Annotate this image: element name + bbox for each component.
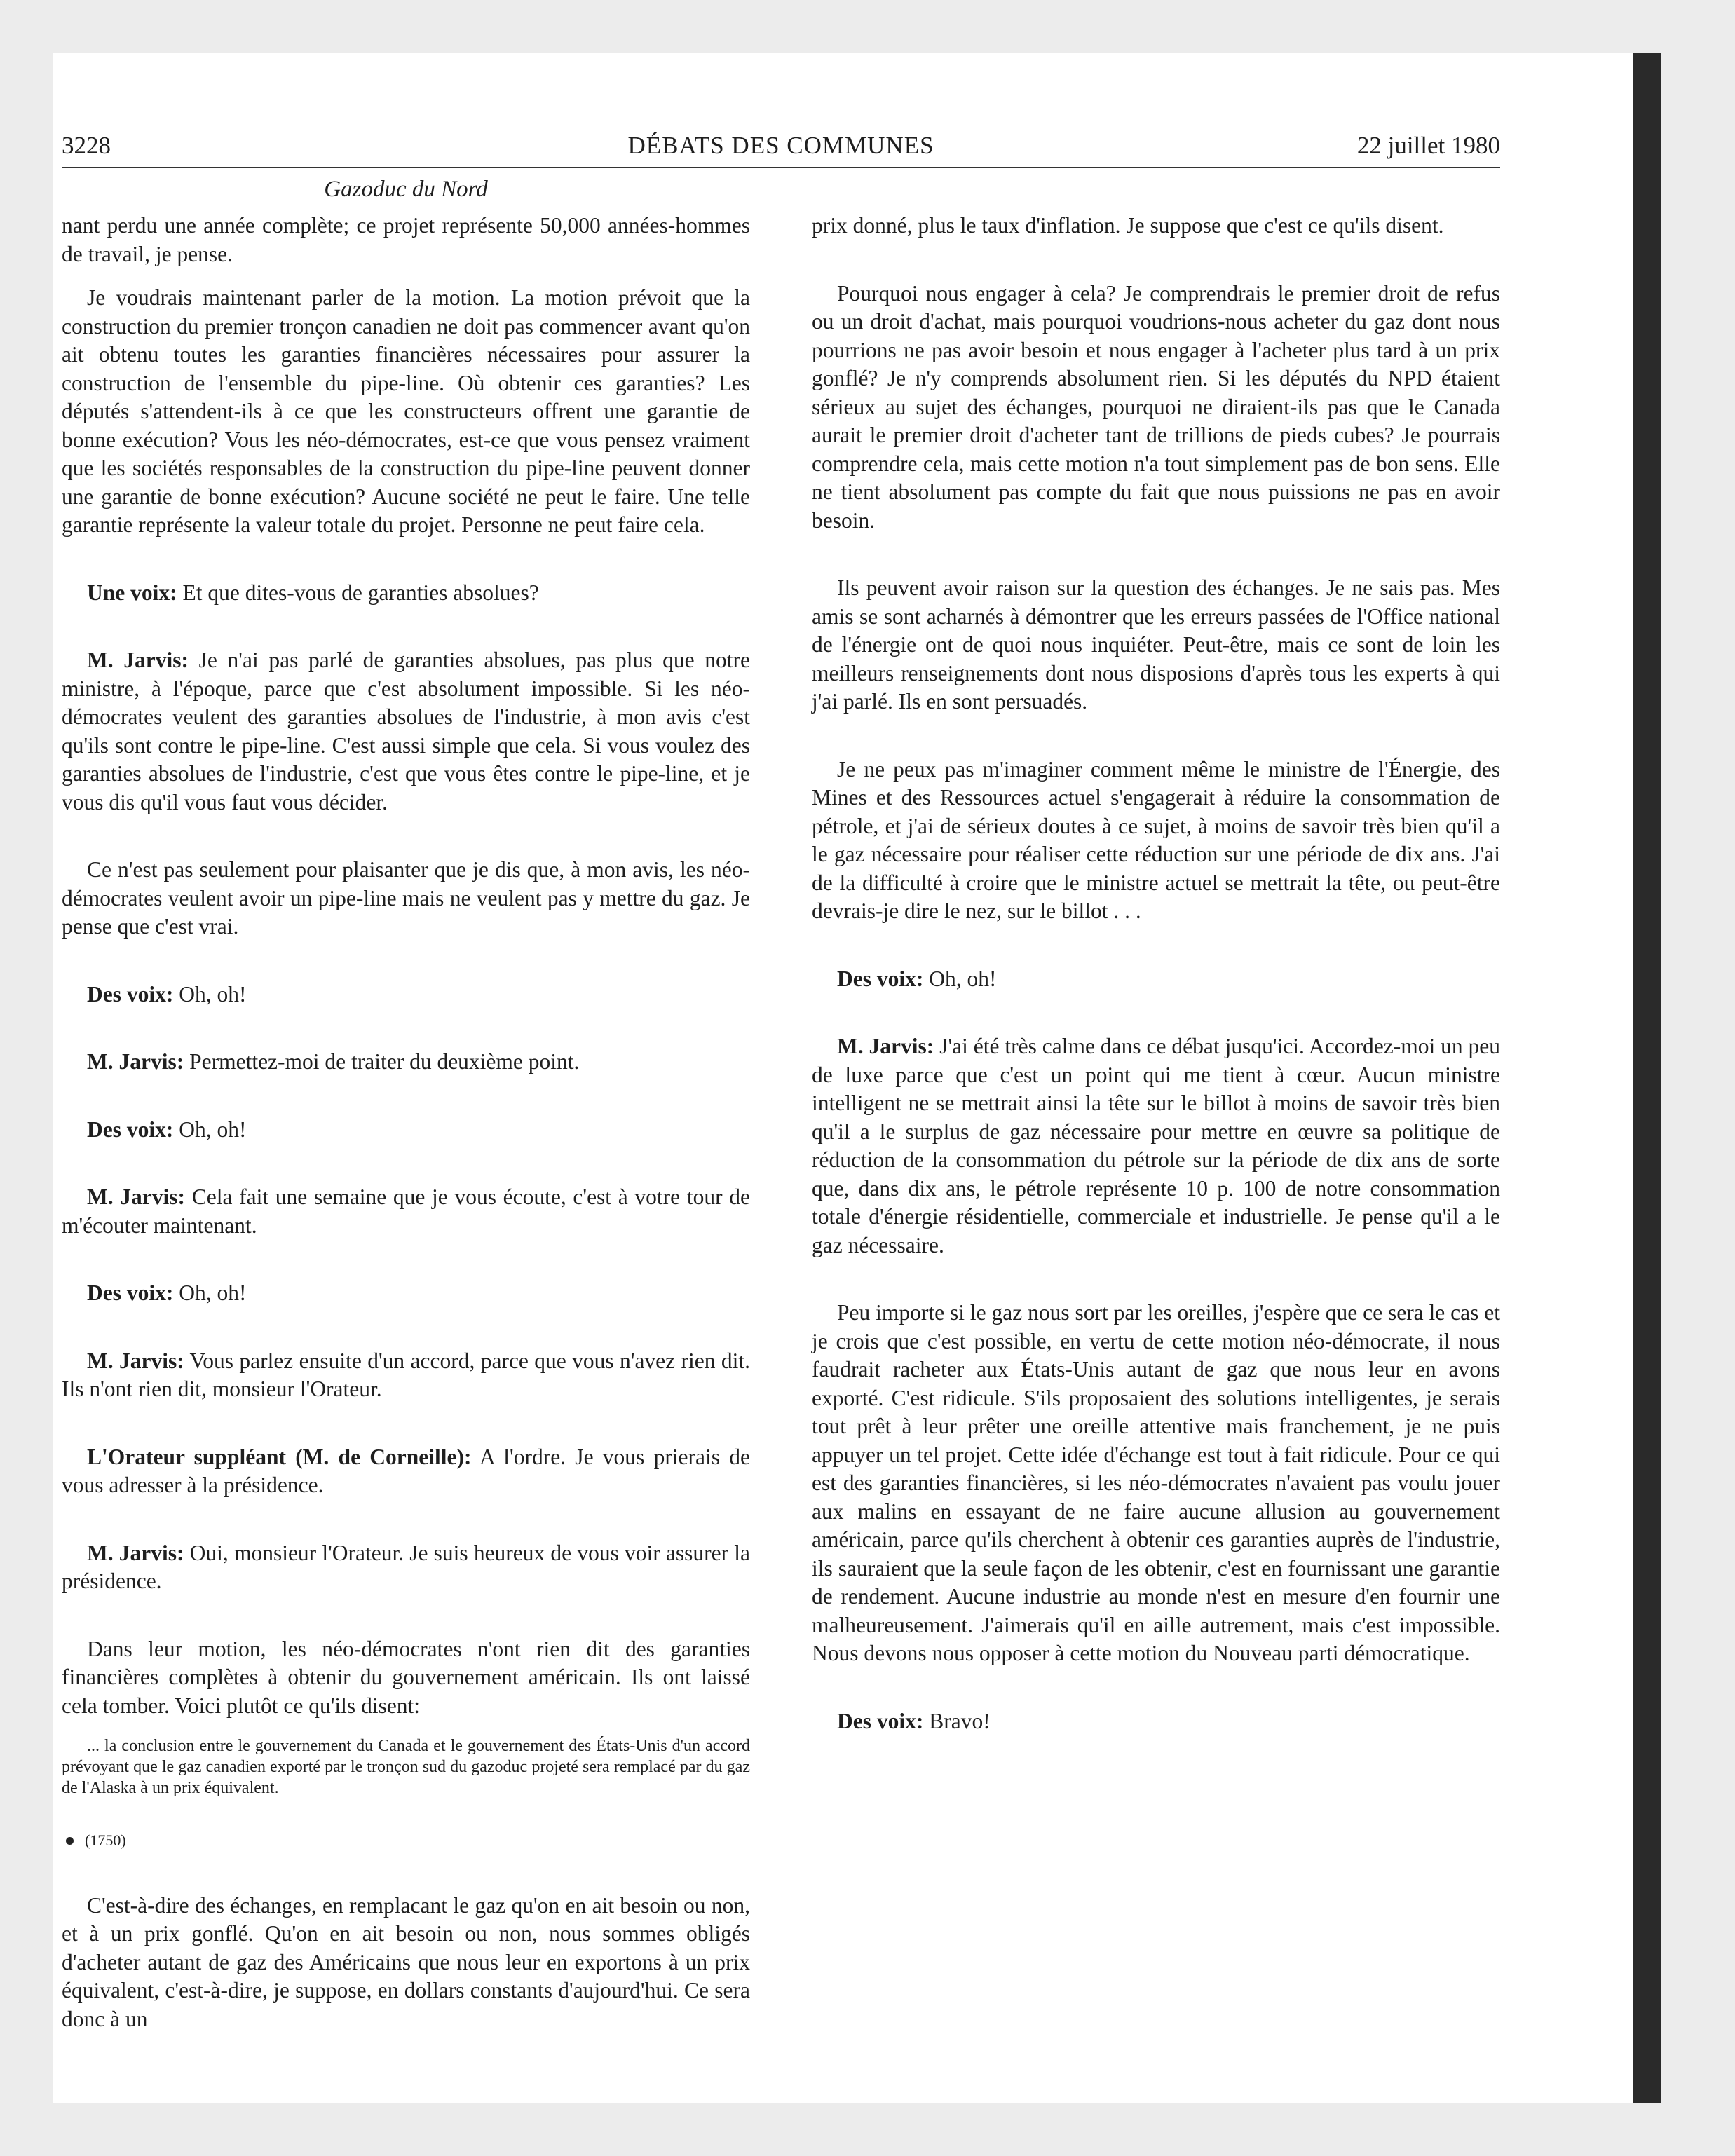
bullet-icon: [66, 1837, 74, 1845]
speech-text: Oh, oh!: [923, 966, 997, 991]
speech-text: Oh, oh!: [173, 981, 247, 1007]
speaker-name: M. Jarvis:: [87, 1348, 184, 1373]
speech-text: J'ai été très calme dans ce débat jusqu'ici. Accordez-moi un peu de luxe parce que c'est un point qui me tient à cœur. Aucun ministre intelligent ne se mettrait ainsi la tête sur le billot à moins de savoir très bien qu'il a le surplus de gaz nécessaire pour mettre en œuvre sa politique de réduction de la consommation du pétrole sur la période de dix ans de sorte que, dans dix ans, le pétrole représente 10 p. 100 de notre consommation totale d'énergie résidentielle, commerciale et industrielle. Je pense qu'il a le gaz nécessaire.: [812, 1034, 1501, 1257]
paragraph: Dans leur motion, les néo-démocrates n'ont rien dit des garanties financières complètes à obtenir du gouvernement américain. Ils ont laissé cela tomber. Voici plutôt ce qu'ils disent:: [62, 1636, 750, 1718]
paragraph: Je ne peux pas m'imaginer comment même le ministre de l'Énergie, des Mines et des Ressources actuel s'engagerait à réduire la consommation de pétrole, et j'ai de sérieux doutes à ce sujet, à moins de savoir très bien qu'il a le gaz nécessaire pour réaliser cette réduction sur une période de dix ans. J'ai de la difficulté à croire que le ministre actuel se mettrait la tête, ou peut-être devrais-je dire le nez, sur le billot . . .: [812, 756, 1500, 923]
speaker-name: M. Jarvis:: [837, 1034, 934, 1058]
speech-text: Oh, oh!: [173, 1117, 247, 1142]
speaker-name: M. Jarvis:: [87, 1185, 186, 1209]
speech-text: Et que dites-vous de garanties absolues?: [177, 580, 539, 605]
speech-text: Je n'ai pas parlé de garanties absolues, pas plus que notre ministre, à l'époque, parce que c'est absolument impossible. Si les néo-démocrates veulent des garanties absolues de l'industrie, à mon avis c'est qu'ils sont contre le pipe-line. C'est aussi simple que cela. Si vous voulez des garanties absolues de l'industrie, c'est que vous êtes contre le pipe-line, et je vous dis qu'il vous faut vous décider.: [62, 648, 750, 814]
speech-text: Bravo!: [923, 1708, 991, 1733]
section-subheading: Gazoduc du Nord: [324, 177, 488, 202]
speaker-name: L'Orateur suppléant (M. de Corneille):: [87, 1444, 472, 1469]
paragraph: Ils peuvent avoir raison sur la question des échanges. Je ne sais pas. Mes amis se sont acharnés à démontrer que les erreurs passées de l'Office national de l'énergie ont de quoi nous inquiéter. Peut-être, mais ce sont de loin les meilleurs renseignements dont nous disposions d'après tous les experts à qui j'ai parlé. Ils en sont persuadés.: [812, 575, 1500, 714]
speech-entry: [62, 1443, 750, 1500]
speech-text: Cela fait une semaine que je vous écoute, c'est à votre tour de m'écouter maintenant.: [62, 1185, 750, 1238]
scan-edge-bar: [1633, 53, 1661, 2103]
speaker-name: M. Jarvis:: [87, 1540, 184, 1565]
timestamp-text: (1750): [85, 1831, 126, 1849]
speech-text: Oui, monsieur l'Orateur. Je suis heureux de vous voir assurer la présidence.: [62, 1540, 750, 1593]
speech-entry: [62, 1279, 750, 1308]
speech-entry: [62, 1116, 750, 1145]
paragraph: Ce n'est pas seulement pour plaisanter que je dis que, à mon avis, les néo-démocrates veulent avoir un pipe-line mais ne veulent pas y mettre du gaz. Je pense que c'est vrai.: [62, 857, 750, 939]
timestamp-marker: [62, 1827, 750, 1855]
right-column: [812, 212, 1500, 1751]
speech-entry: [62, 1347, 750, 1404]
speaker-name: Des voix:: [837, 1708, 924, 1733]
speaker-name: M. Jarvis:: [87, 648, 189, 672]
page-date: 22 juillet 1980: [1356, 132, 1500, 159]
speaker-name: Des voix:: [87, 1281, 174, 1305]
speech-text: Oh, oh!: [173, 1281, 247, 1305]
speech-text: A l'ordre. Je vous prierais de vous adresser à la présidence.: [62, 1444, 751, 1497]
speech-entry: [812, 1032, 1500, 1260]
speech-entry: [812, 1707, 1500, 1736]
speech-entry: [62, 1183, 750, 1240]
speaker-name: Des voix:: [87, 1117, 174, 1142]
page-number: 3228: [62, 132, 111, 159]
speech-text: Permettez-moi de traiter du deuxième point.: [184, 1049, 580, 1074]
paragraph: Je voudrais maintenant parler de la motion. La motion prévoit que la construction du premier tronçon canadien ne doit pas commencer avant qu'on ait obtenu toutes les garanties financières nécessaires pour assurer la construction de l'ensemble du pipe-line. Où obtenir ces garanties? Les députés s'attendent-ils à ce que les constructeurs offrent une garantie de bonne exécution? Vous les néo-démocrates, est-ce que vous pensez vraiment que les sociétés responsables de la construction du pipe-line peuvent donner une garantie de bonne exécution? Aucune société ne peut le faire. Une telle garantie représente la valeur totale du projet. Personne ne peut faire cela.: [62, 285, 750, 537]
speech-entry: [62, 981, 750, 1009]
left-column: [62, 212, 750, 2049]
page-header: [62, 126, 1500, 168]
paragraph: prix donné, plus le taux d'inflation. Je suppose que c'est ce qu'ils disent.: [812, 213, 1444, 238]
publication-title: DÉBATS DES COMMUNES: [627, 132, 934, 159]
speaker-name: Une voix:: [87, 580, 177, 605]
speech-entry: [62, 646, 750, 817]
speaker-name: Des voix:: [87, 981, 174, 1007]
speech-text: Vous parlez ensuite d'un accord, parce que vous n'avez rien dit. Ils n'ont rien dit, monsieur l'Orateur.: [62, 1348, 750, 1401]
paragraph: nant perdu une année complète; ce projet représente 50,000 années-hommes de travail, je pense.: [62, 213, 750, 266]
paragraph: Peu importe si le gaz nous sort par les oreilles, j'espère que ce sera le cas et je crois que c'est possible, en vertu de cette motion néo-démocrate, il nous faudrait racheter aux États-Unis autant de gaz que nous leur en avons exporté. C'est ridicule. S'ils proposaient des solutions intelligentes, je serais tout prêt à leur prêter une oreille attentive mais franchement, je ne puis appuyer un tel projet. Cette idée d'échange est tout à fait ridicule. Pour ce qui est des garanties financières, si les néo-démocrates n'avaient pas voulu jouer aux malins en essayant de ne faire aucune allusion au gouvernement américain, parce qu'ils cherchent à obtenir ces garanties auprès de l'industrie, ils sauraient que la seule façon de les obtenir, c'est en fournissant une garantie de rendement. Aucune industrie au monde n'est en mesure d'en fournir une malheureusement. J'aimerais qu'il en aille autrement, mais c'est impossible. Nous devons nous opposer à cette motion du Nouveau parti démocratique.: [812, 1300, 1500, 1665]
speech-entry: [812, 965, 1500, 994]
speaker-name: Des voix:: [837, 966, 924, 991]
quoted-motion: ... la conclusion entre le gouvernement du Canada et le gouvernement des États-Unis d'un accord prévoyant que le gaz canadien exporté par le tronçon sud du gazoduc projeté sera remplacé par du gaz de l'Alaska à un prix équivalent.: [62, 1737, 750, 1797]
speaker-name: M. Jarvis:: [87, 1049, 184, 1074]
speech-entry: [62, 1048, 750, 1077]
paragraph: C'est-à-dire des échanges, en remplacant le gaz qu'on en ait besoin ou non, et à un prix gonflé. Qu'on en ait besoin ou non, nous sommes obligés d'acheter autant de gaz des Américains que nous leur en exportons à un prix équivalent, c'est-à-dire, je suppose, en dollars constants d'aujourd'hui. Ce sera donc à un: [62, 1892, 750, 2031]
speech-entry: [62, 1539, 750, 1596]
paragraph: Pourquoi nous engager à cela? Je comprendrais le premier droit de refus ou un droit d'achat, mais pourquoi voudrions-nous acheter du gaz dont nous pourrions ne pas avoir besoin et nous engager à l'acheter plus tard à un prix gonflé? Je n'y comprends absolument rien. Si les députés du NPD étaient sérieux au sujet des échanges, pourquoi ne diraient-ils pas que le Canada aurait le premier droit d'acheter tant de trillions de pieds cubes? Je pourrais comprendre cela, mais cette motion n'a tout simplement pas de bon sens. Elle ne tient absolument pas compte du fait que nous puissions ne pas en avoir besoin.: [812, 280, 1500, 533]
speech-entry: [62, 579, 750, 608]
